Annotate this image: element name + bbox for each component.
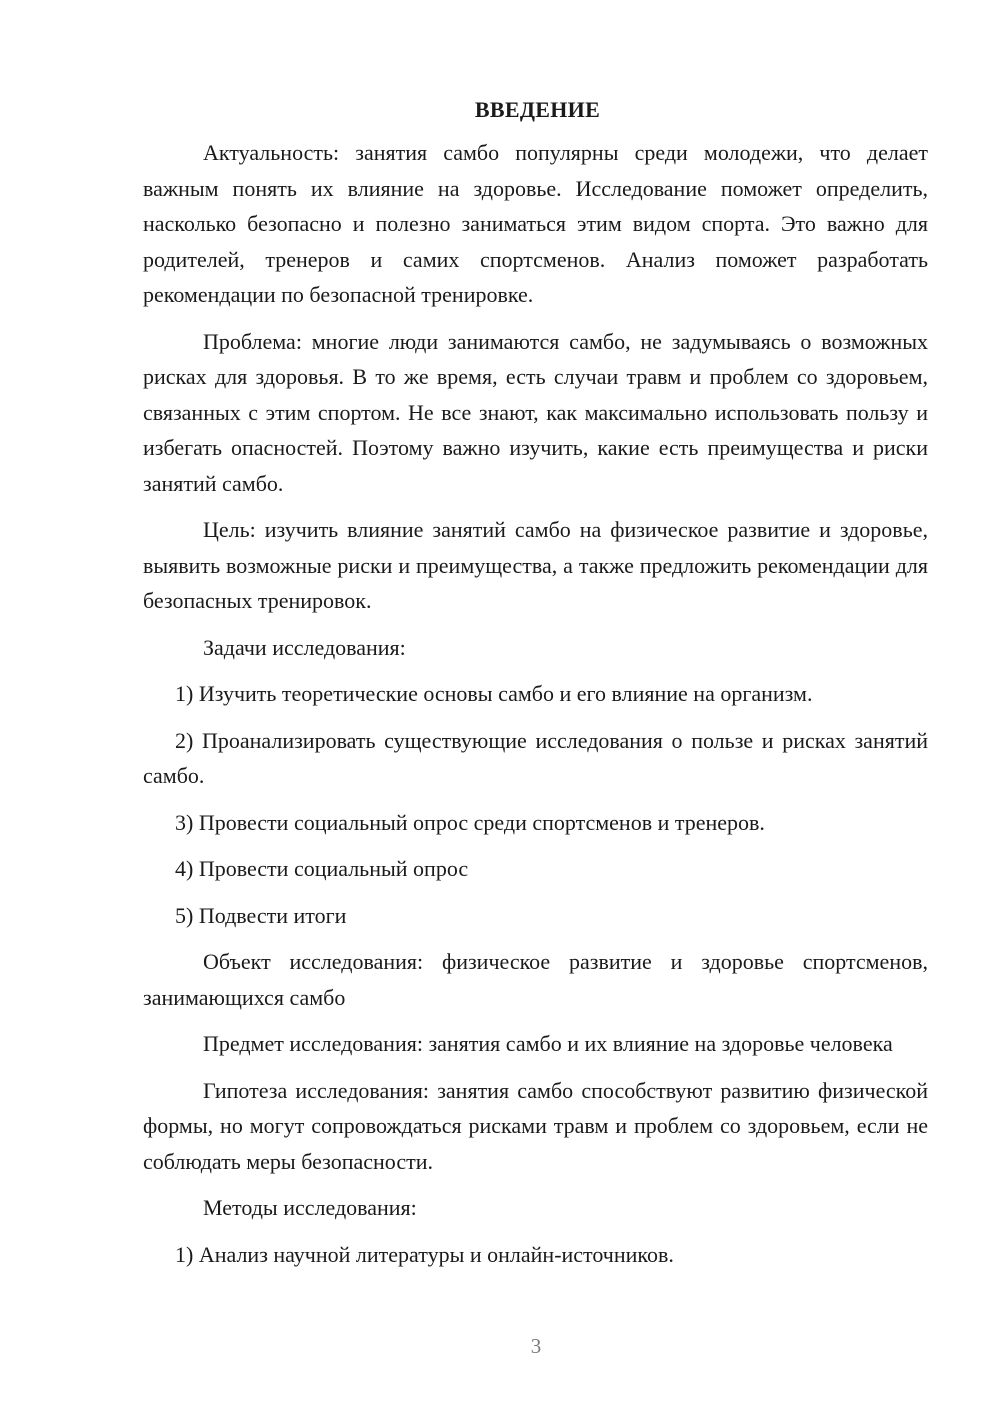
object-paragraph: Объект исследования: физическое развитие и здоровье спортсменов, занимающихся самбо: [143, 949, 928, 1010]
methods-title: Методы исследования:: [203, 1195, 417, 1220]
goal-paragraph: Цель: изучить влияние занятий самбо на физическое развитие и здоровье, выявить возможные риски и преимущества, а также предложить рекомендации для безопасных тренировок.: [143, 517, 928, 613]
hypothesis-paragraph: Гипотеза исследования: занятия самбо способствуют развитию физической формы, но могут сопровождаться рисками травм и проблем со здоровьем, если не соблюдать меры безопасности.: [143, 1077, 928, 1174]
task-item-1: 1) Изучить теоретические основы самбо и его влияние на организм.: [175, 681, 813, 706]
task-item-5: 5) Подвести итоги: [175, 902, 347, 928]
tasks-title: Задачи исследования:: [203, 634, 406, 660]
subject-paragraph: Предмет исследования: занятия самбо и их влияние на здоровье человека: [203, 1031, 893, 1056]
relevance-paragraph: Актуальность: занятия самбо популярны среди молодежи, что делает важным понять их влияние на здоровье. Исследование поможет определить, насколько безопасно и полезно заниматься этим видом спорта. Это важно для родителей, тренеров и самих спортсменов. Анализ поможет разработать рекомендации по безопасной тренировке.: [143, 140, 928, 307]
task-item-3: 3) Провести социальный опрос среди спортсменов и тренеров.: [175, 809, 765, 835]
page-content: [143, 95, 928, 1272]
task-item-2: 2) Проанализировать существующие исследования о пользе и рисках занятий самбо.: [143, 727, 928, 788]
page-number: 3: [530, 1334, 542, 1358]
method-item-1: 1) Анализ научной литературы и онлайн-источников.: [175, 1241, 674, 1267]
task-item-4: 4) Провести социальный опрос: [175, 856, 469, 881]
section-heading: ВВЕДЕНИЕ: [474, 97, 601, 122]
problem-paragraph: Проблема: многие люди занимаются самбо, не задумываясь о возможных рисках для здоровья. В то же время, есть случаи травм и проблем со здоровьем, связанных с этим спортом. Не все знают, как максимально использовать пользу и избегать опасностей. Поэтому важно изучить, какие есть преимущества и риски занятий самбо.: [143, 328, 928, 496]
